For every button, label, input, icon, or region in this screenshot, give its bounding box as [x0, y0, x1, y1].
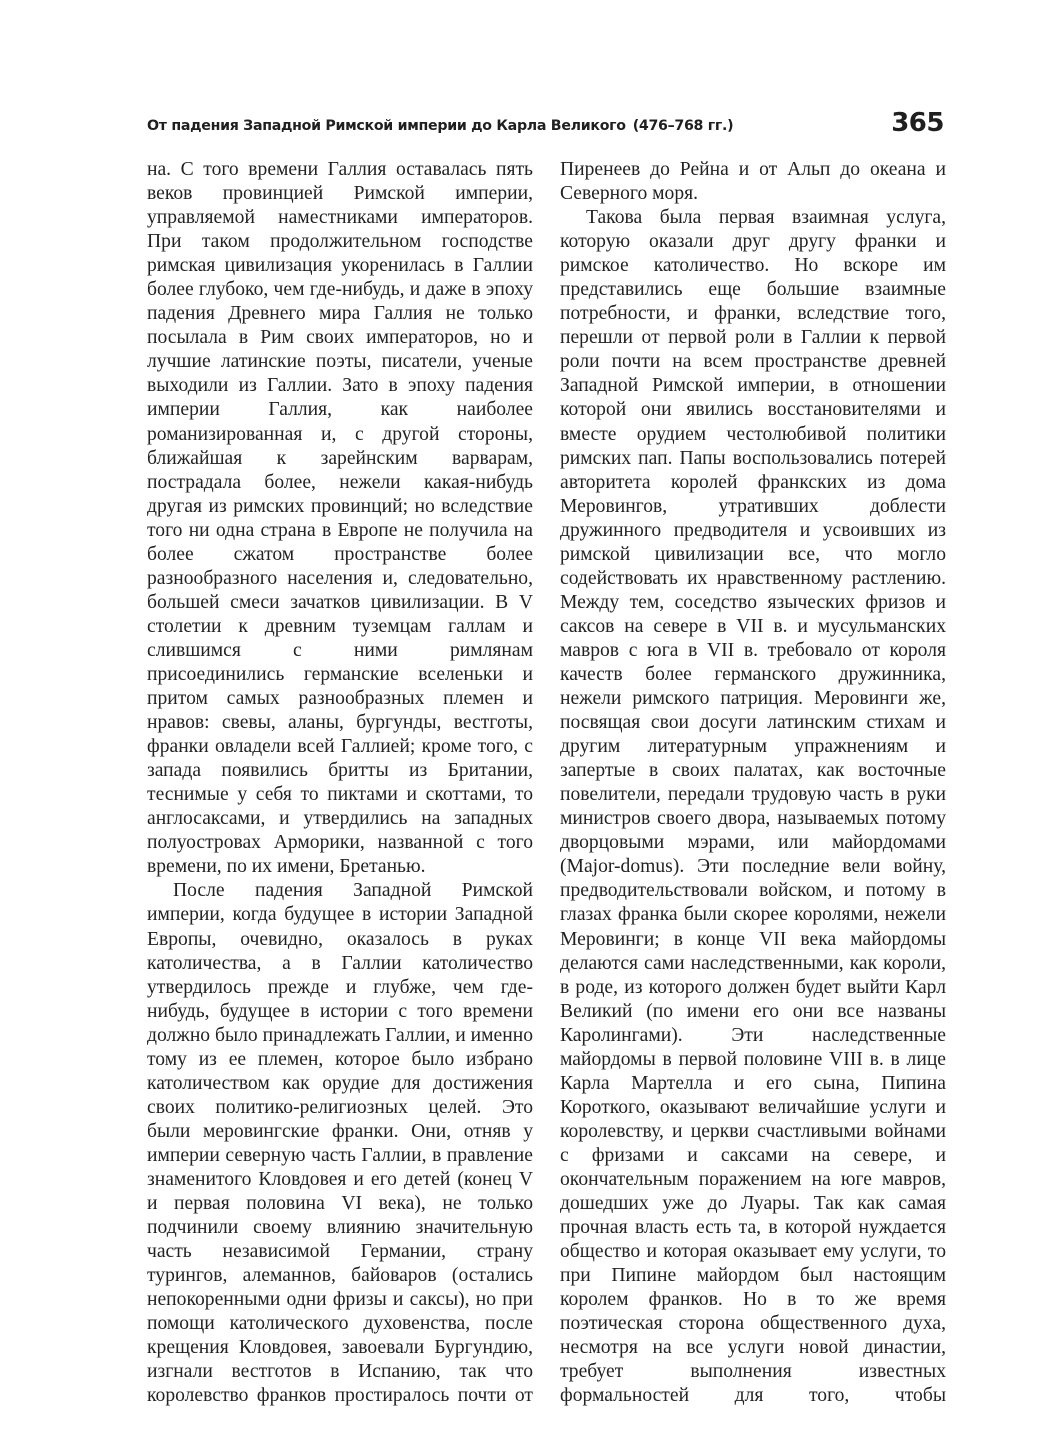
- paragraph: на. С того времени Галлия оставалась пять веков провинцией Римской империи, управляемой наместниками императоров. При таком продолжительном господстве римская цивилизация укоренилась в Галлии более глубоко, чем где-нибудь, и даже в эпоху падения Древнего мира Галлия не только посылала в Рим своих императоров, но и лучшие латинские поэты, писатели, ученые выходили из Галлии. Зато в эпоху падения империи Галлия, как наиболее романизированная и, с другой стороны, ближайшая к зарейнским варварам, пострадала более, нежели какая-нибудь другая из римских провинций; но вследствие того ни одна страна в Европе не получила на более сжатом пространстве более разнообразного населения и, следовательно, большей смеси зачатков цивилизации. В V столетии к древним туземцам галлам и слившимся с ними римлянам присоединились германские вселеньки и притом самых разнообразных племен и нравов: свевы, аланы, бургунды, вестготы, франки овладели всей Галлией; кроме того, с запада появились бритты из Британии, теснимые у себя то пиктами и скоттами, то англосаксами, и утвердились на западных полуостровах Арморики, названной с того времени, по их имени, Бретанью.: [147, 159, 533, 878]
- running-title-text: От падения Западной Римской империи до Карла Великого: [147, 118, 626, 134]
- running-title: [147, 118, 733, 134]
- page-number: 365: [891, 108, 944, 138]
- paragraph: После падения Западной Римской империи, когда будущее в истории Западной Европы, очевидно, оказалось в руках католичества, а в Галлии католичество утвердилось прежде и глубже, чем где-нибудь, будущее в истории с того времени должно было принадлежать Галлии, и именно тому из ее племен, которое было избрано католичеством как орудие для достижения своих политико-религиозных целей. Это были меровингские франки. Они, отняв у империи северную часть Галлии, в правление знаменитого Кловдовея и его детей (конец V и первая половина VI века), не только подчинили своему влиянию значительную часть независимой Германии, страну турингов, алеманнов, байоваров (остались непокоренными одни фризы и саксы), но при помощи католического духовенства, после крещения Кловдовея, завоевали Бургундию, изгнали вестготов в Испанию, так что королевство франков простиралось почти от: [147, 880, 533, 1407]
- paragraph: Такова была первая взаимная услуга, которую оказали друг другу франки и римское католичество. Но вскоре им представились еще большие взаимные потребности, и франки, вследствие того, перешли от первой роли в Галлии к первой роли почти на всем пространстве древней Западной Римской империи, в отношении которой они явились восстановителями и вместе орудием честолюбивой политики римских пап. Папы воспользовались потерей авторитета королей франкских из дома Меровингов, утративших доблести дружинного предводителя и усвоивших из римской цивилизации все, что могло содействовать их нравственному растлению. Между тем, соседство языческих фризов и саксов на севере в VII в. и мусульманских мавров с юга в VII в. требовало от короля качеств более германского дружинника, нежели римского патриция. Меровинги же, посвящая свои досуги латинским стихам и другим литературным упражнениям и запертые в своих палатах, как восточные повелители, передали трудовую часть в руки министров своего двора, называемых потому дворцовыми мэрами, или майордомами (Major-domus). Эти последние вели войну, предводительствовали войском, и потому в глазах франка были скорее королями, нежели Меровинги; в конце VII века майордомы делаются сами наследственными, как короли, в роде, из которого должен будет выйти Карл Великий (по имени его они все названы Каролингами). Эти наследственные майордомы в первой половине VIII в. в лице Карла Мартелла и его сына, Пипина Короткого, оказывают величайшие услуги и королевству, и церкви счастливыми войнами с фризами и саксами на севере, и окончательным поражением на юге мавров, дошедших уже до Луары. Так как самая прочная власть есть та, в которой нуждается общество и которая оказывает ему услуги, то при Пипине майордом был настоящим королем франков. Но в то же время поэтическая сторона общественного духа, несмотря на все услуги новой династии, требует выполнения известных формальностей для того, чтобы: [560, 207, 946, 1407]
- paragraph: Пиренеев до Рейна и от Альп до океана и Северного моря.: [560, 159, 946, 205]
- left-column: [147, 158, 533, 1408]
- page-header: [147, 108, 944, 144]
- right-column: [560, 158, 946, 1408]
- running-title-dates: (476–768 гг.): [632, 118, 734, 134]
